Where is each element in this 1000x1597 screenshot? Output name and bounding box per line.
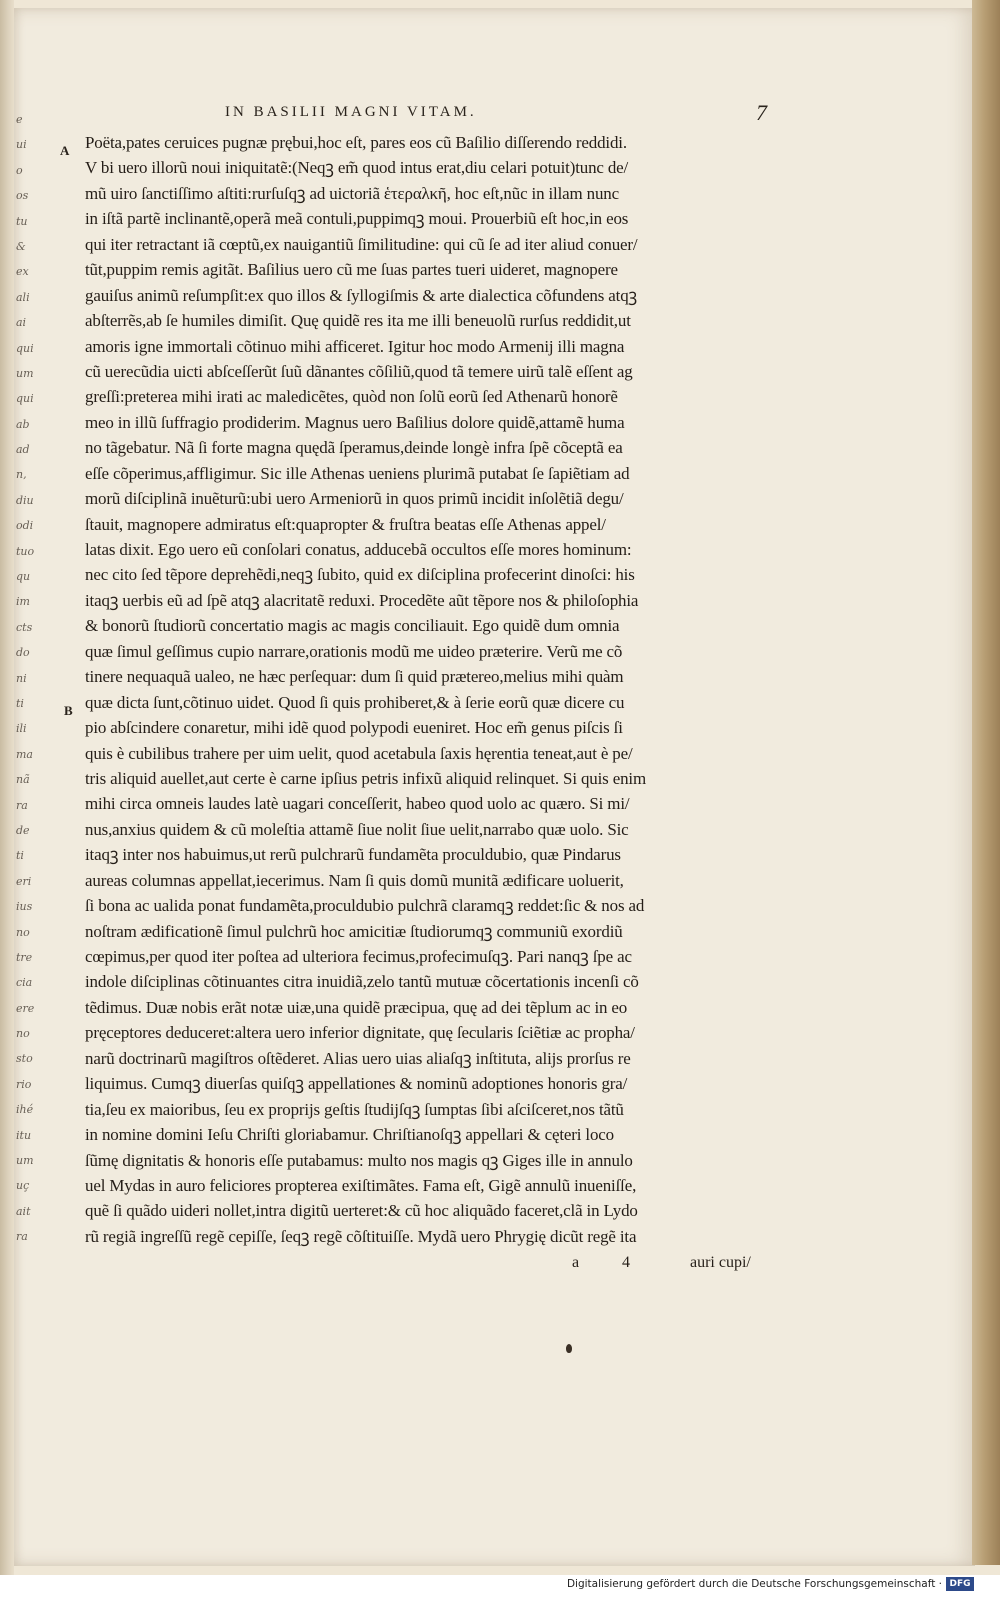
text-line: meo in illũ ſuffragio prodiderim. Magnus uero Baſilius dolore quidẽ,attamẽ huma	[85, 412, 625, 432]
bleed-fragment: e	[16, 113, 23, 126]
text-line: quis è cubilibus trahere per uim uelit, quod acetabula ſaxis hęrentia teneat,aut è pe/	[85, 743, 633, 763]
text-line: narũ doctrinarũ magiſtros oſtẽderet. Alias uero uias aliaſqꝫ inſtituta, alijs prorſus re	[85, 1048, 631, 1068]
text-line: itaqꝫ inter nos habuimus,ut rerũ pulchrarũ fundamẽta proculdubio, quæ Pindarus	[85, 845, 621, 865]
bleed-fragment: &	[16, 239, 26, 253]
footer-credit: Digitalisierung gefördert durch die Deutsche Forschungsgemeinschaft ·	[566, 1578, 942, 1590]
catchword: auri cupi/	[690, 1254, 751, 1271]
ink-spot	[566, 1344, 572, 1353]
text-line: pręceptores deduceret:altera uero inferior dignitate, quę ſecularis ſciẽtiæ ac propha/	[85, 1023, 635, 1043]
bleed-fragment: ere	[16, 1001, 35, 1015]
folio-number: 7	[756, 100, 767, 125]
text-line: ſtauit, magnopere admiratus eſt:quapropter & fruſtra beatas eſſe Athenas appel/	[85, 514, 606, 534]
text-line: aureas columnas appellat,iecerimus. Nam ſi quis domũ munitã ædificare uoluerit,	[85, 870, 624, 890]
bleed-fragment: qui	[16, 341, 34, 355]
text-line: liquimus. Cumqꝫ diuerſas quiſqꝫ appellationes & nominũ adoptiones honoris gra/	[85, 1074, 628, 1094]
bleed-fragment: ex	[16, 265, 29, 279]
bleed-fragment: sto	[16, 1052, 33, 1066]
bleed-fragment: ni	[16, 671, 27, 685]
text-line: cœpimus,per quod iter poſtea ad ulteriora fecimus,profecimuſqꝫ. Pari nanqꝫ ſpe ac	[85, 947, 632, 966]
text-line: noſtram ædificationẽ ſimul pulchrũ hoc amicitiæ ſtudiorumqꝫ communiũ exordiũ	[85, 921, 623, 941]
bleed-fragment: qui	[16, 392, 34, 406]
bleed-fragment: ali	[16, 290, 30, 304]
bleed-fragment: no	[16, 1027, 30, 1041]
bleed-fragment: odi	[16, 519, 34, 533]
bleed-fragment: im	[16, 595, 30, 609]
signature-mark: a	[572, 1254, 580, 1271]
bleed-fragment: ui	[16, 138, 27, 152]
bleed-fragment: diu	[16, 493, 34, 507]
text-line: uel Mydas in auro feliciores propterea exiſtimãtes. Fama eſt, Gigẽ annulũ inueniſſe,	[85, 1175, 637, 1195]
text-line: ſũmę dignitatis & honoris eſſe putabamus: multo nos magis qꝫ Giges ille in annulo	[85, 1150, 633, 1170]
text-line: in nomine domini Ieſu Chriſti gloriabamur. Chriſtianoſqꝫ appellari & cęteri loco	[85, 1125, 614, 1145]
bleed-fragment: ius	[16, 900, 33, 914]
margin-letter-b: B	[64, 703, 73, 718]
text-line: eſſe cõperimus,affligimur. Sic ille Athenas ueniens plurimã putabat ſe ſapiẽtiam ad	[85, 463, 630, 483]
text-line: ſi bona ac ualida ponat fundamẽta,proculdubio pulchrã claramqꝫ reddet:ſic & nos ad	[85, 896, 645, 916]
bleed-fragment: de	[16, 823, 30, 837]
bleed-fragment: cia	[16, 976, 33, 990]
text-line: mihi circa omneis laudes latè uagari conceſſerit, habeo quod uolo ac quæro. Si mi/	[85, 794, 630, 814]
text-line: tẽdimus. Duæ nobis erãt notæ uiæ,una quidẽ præcipua, quę ad dei tẽplum ac in eo	[85, 997, 628, 1017]
body-text	[85, 130, 785, 1249]
text-line: quæ dicta ſunt,cõtinuo uidet. Quod ſi quis prohiberet,& à ſerie eorũ quæ dicere cu	[85, 692, 625, 712]
text-line: quẽ ſi quãdo uideri nollet,intra digitũ uerteret:& cũ hoc aliquãdo faceret,clã in Lydo	[85, 1201, 638, 1221]
bleed-fragment: ma	[16, 747, 33, 761]
page-edge	[972, 0, 1000, 1565]
bleed-fragment: um	[16, 366, 34, 380]
bleed-fragment: cts	[16, 620, 33, 634]
bleed-fragment: ait	[16, 1204, 31, 1218]
bleed-fragment: rio	[16, 1077, 32, 1091]
bleed-fragment: os	[16, 189, 29, 203]
bleed-fragment: ihé	[16, 1103, 34, 1117]
margin-letter-a: A	[60, 143, 70, 158]
bleed-fragment: uç	[16, 1179, 30, 1193]
text-line: rũ regiã ingreſſũ regẽ cepiſſe, ſeqꝫ regẽ cõſtituiſſe. Mydã uero Phrygię dicũt regẽ ita	[85, 1226, 637, 1246]
bleed-fragment: ai	[16, 316, 27, 330]
text-line: tinere nequaquã ualeo, ne hæc perſequar: dum ſi quid prætereo,melius mihi quàm	[85, 667, 624, 687]
bleed-fragment: tu	[16, 214, 28, 228]
text-line: tris aliquid auellet,aut certe è carne ipſius petris infixũ aliquid relinquet. Si quis enim	[85, 768, 647, 788]
bleed-fragment: n,	[16, 468, 27, 482]
text-line: tia,ſeu ex maioribus, ſeu ex proprijs geſtis ſtudijſqꝫ ſumptas ſibi aſciſceret,nos tãtũ	[85, 1099, 624, 1119]
bleed-fragment: ra	[16, 1230, 28, 1244]
text-line: cũ uerecũdia uicti abſceſſerũt ſuũ dãnantes cõſiliũ,quod tã temere uirũ talẽ eſſent ag	[85, 361, 633, 381]
text-line: & bonorũ ſtudiorũ concertatio magis ac magis conciliauit. Ego quidẽ dum omnia	[85, 616, 620, 636]
dfg-logo: DFG	[946, 1577, 974, 1591]
text-line: mũ uiro ſanctiſſimo aſtiti:rurſuſqꝫ ad uictoriã ἑτεραλκῆ, hoc eſt,nũc in illam nunc	[85, 183, 620, 203]
previous-page-strip	[0, 0, 14, 1597]
text-line: gauiſus animũ reſumpſit:ex quo illos & ſyllogiſmis & arte dialectica cõfundens atqꝫ	[85, 285, 638, 305]
signature-number: 4	[622, 1254, 630, 1271]
bleed-fragment: qu	[16, 570, 31, 584]
bleed-fragment: ili	[16, 722, 27, 736]
bleed-fragment: ad	[16, 443, 30, 457]
bleed-fragment: ra	[16, 798, 28, 812]
text-line: morũ diſciplinã inuẽturũ:ubi uero Armeniorũ in quos primũ incidit inſolẽtiã degu/	[85, 489, 624, 509]
text-line: quæ ſimul geſſimus cupio narrare,orationis modũ me uideo præterire. Verũ me cõ	[85, 641, 623, 661]
bleed-fragment: o	[16, 163, 23, 177]
bleed-fragment: tre	[16, 950, 33, 964]
text-line: itaqꝫ uerbis eũ ad ſpẽ atqꝫ alacritatẽ reduxi. Procedẽte aũt tẽpore nos & philoſophia	[85, 590, 639, 610]
bleed-fragment: ab	[16, 417, 30, 431]
bleed-fragment: do	[16, 646, 30, 660]
bleed-fragment: eri	[16, 874, 32, 888]
bleed-fragment: tuo	[16, 544, 35, 558]
bleed-fragment: ti	[16, 696, 24, 710]
text-line: nus,anxius quidem & cũ moleſtia attamẽ ſiue nolit ſiue uelit,narrabo quæ uolo. Sic	[85, 819, 629, 839]
bleed-fragment: itu	[16, 1128, 32, 1142]
text-line: amoris igne immortali cõtinuo mihi afficeret. Igitur hoc modo Armenij illi magna	[85, 336, 625, 356]
bleed-through-fragments	[16, 110, 42, 1253]
bleed-fragment: um	[16, 1154, 34, 1168]
text-line: V bi uero illorũ noui iniquitatẽ:(Neqꝫ em̃ quod intus erat,diu celari potuit)tunc de/	[85, 158, 629, 178]
text-line: latas dixit. Ego uero eũ conſolari conatus, adducebã occultos eſſe mores hominum:	[85, 540, 632, 559]
text-line: nec cito ſed tẽpore deprehẽdi,neqꝫ ſubito, quid ex diſciplina profecerint dinoſci: his	[85, 565, 635, 585]
text-line: greſſi:preterea mihi irati ac maledicẽtes, quòd non ſolũ eorũ ſed Athenarũ honorẽ	[85, 387, 618, 407]
text-line: Poëta,pates ceruices pugnæ prębui,hoc eſt, pares eos cũ Baſilio diſſerendo reddidi.	[85, 133, 627, 152]
bleed-fragment: ti	[16, 849, 24, 863]
text-line: tũt,puppim remis agitãt. Baſilius uero cũ me ſuas partes tueri uideret, magnopere	[85, 260, 618, 280]
text-line: qui iter retractant iã cœptũ,ex nauigantiũ ſimilitudine: qui cũ ſe ad iter aliud conuer/	[85, 234, 638, 254]
text-line: no tãgebatur. Nã ſi forte magna quędã ſperamus,deinde longè infra ſpẽ cõceptã ea	[85, 438, 623, 458]
text-line: abſterrẽs,ab ſe humiles dimiſit. Quę quidẽ res ita me illi beneuolũ rurſus reddidit,ut	[85, 311, 631, 331]
running-head: IN BASILII MAGNI VITAM.	[225, 104, 477, 120]
bleed-fragment: nã	[16, 773, 30, 787]
bleed-fragment: no	[16, 925, 30, 939]
text-line: in iſtã partẽ inclinantẽ,operã meã contuli,puppimqꝫ moui. Prouerbiũ eſt hoc,in eos	[85, 209, 629, 229]
text-line: indole diſciplinas cõtinuantes citra inuidiã,zelo tantũ mutuæ cõcertationis incenſi cõ	[85, 972, 639, 992]
text-line: pio abſcindere conaretur, mihi idẽ quod polypodi eueniret. Hoc em̃ genus piſcis ſi	[85, 718, 623, 738]
